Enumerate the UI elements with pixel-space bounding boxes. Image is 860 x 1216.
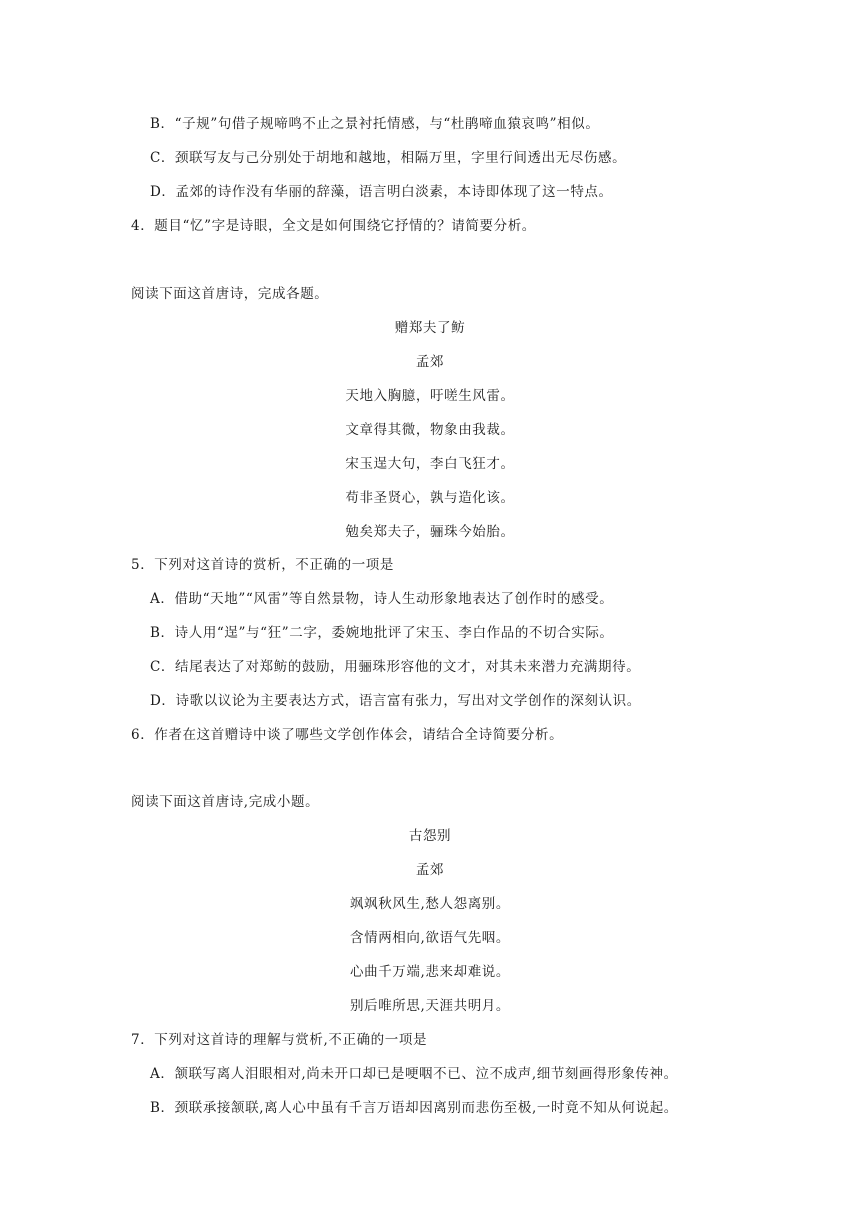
question-7: 7．下列对这首诗的理解与赏析,不正确的一项是: [131, 1032, 428, 1048]
option-a-q7: A．颔联写离人泪眼相对,尚未开口却已是哽咽不已、泣不成声,细节刻画得形象传神。: [150, 1066, 678, 1082]
option-b-q7: B．颈联承接颔联,离人心中虽有千言万语却因离别而悲伤至极,一时竟不知从何说起。: [150, 1100, 678, 1116]
option-c-q5: C．结尾表达了对郑鲂的鼓励，用骊珠形容他的文才，对其未来潜力充满期待。: [150, 659, 641, 675]
poem-line: 天地入胸臆，吁嗟生风雷。: [345, 388, 515, 404]
option-d-q5: D．诗歌以议论为主要表达方式，语言富有张力，写出对文学创作的深刻认识。: [150, 693, 641, 709]
question-4: 4．题目“忆”字是诗眼，全文是如何围绕它抒情的？请简要分析。: [131, 218, 536, 234]
poem-line: 宋玉逞大句，李白飞狂才。: [345, 456, 515, 472]
poem-line: 别后唯所思,天涯共明月。: [350, 998, 510, 1014]
reading-intro-2: 阅读下面这首唐诗，完成各题。: [131, 286, 329, 302]
poem-author-3: 孟郊: [415, 862, 445, 878]
poem-line: 勉矣郑夫子，骊珠今始胎。: [345, 524, 515, 540]
option-c-q3: C．颈联写友与己分别处于胡地和越地，相隔万里，字里行间透出无尽伤感。: [150, 150, 627, 166]
poem-line: 苟非圣贤心，孰与造化该。: [345, 490, 515, 506]
poem-author-2: 孟郊: [415, 354, 445, 370]
poem-line: 飒飒秋风生,愁人怨离别。: [350, 896, 510, 912]
poem-line: 含情两相向,欲语气先咽。: [350, 930, 510, 946]
poem-line: 心曲千万端,悲来却难说。: [350, 964, 510, 980]
question-5: 5．下列对这首诗的赏析，不正确的一项是: [131, 557, 394, 573]
option-b-q3: B．“子规”句借子规啼鸣不止之景衬托情感，与“杜鹃啼血猿哀鸣”相似。: [150, 116, 600, 132]
option-a-q5: A．借助“天地”“风雷”等自然景物，诗人生动形象地表达了创作时的感受。: [150, 591, 614, 607]
poem-line: 文章得其微，物象由我裁。: [345, 422, 515, 438]
reading-intro-3: 阅读下面这首唐诗,完成小题。: [131, 794, 320, 810]
option-b-q5: B．诗人用“逞”与“狂”二字，委婉地批评了宋玉、李白作品的不切合实际。: [150, 625, 614, 641]
question-6: 6．作者在这首赠诗中谈了哪些文学创作体会，请结合全诗简要分析。: [131, 727, 564, 743]
poem-title-3: 古怨别: [408, 828, 452, 844]
option-d-q3: D．孟郊的诗作没有华丽的辞藻，语言明白淡素，本诗即体现了这一特点。: [150, 184, 613, 200]
poem-title-2: 赠郑夫了鲂: [394, 320, 466, 336]
